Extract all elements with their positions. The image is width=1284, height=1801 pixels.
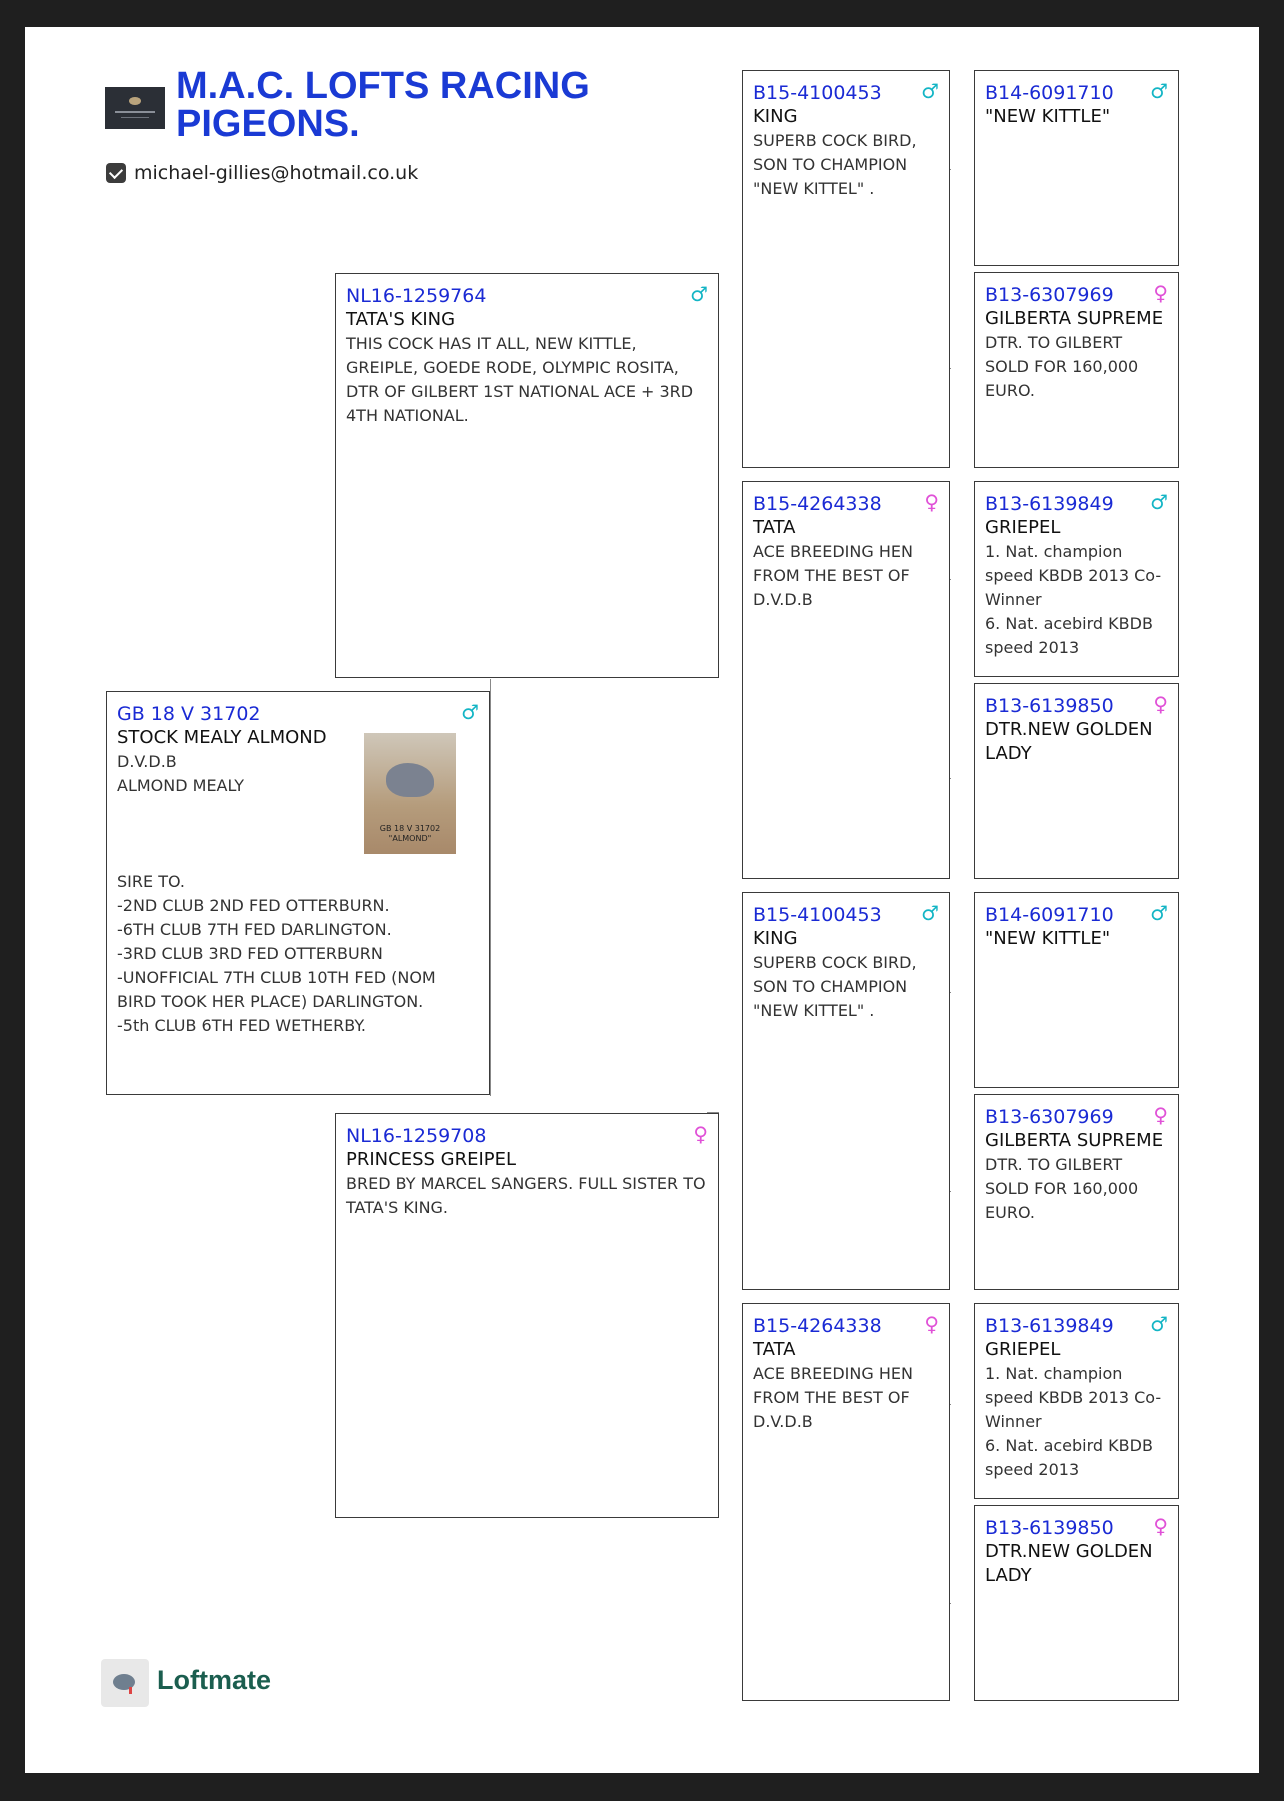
female-sex-icon: ♀ — [1153, 692, 1168, 716]
great-grandparent-ring-number: B13-6307969 — [985, 284, 1114, 306]
female-sex-icon: ♀ — [1153, 281, 1168, 305]
great-grandparent-ring-number: B13-6139849 — [985, 493, 1114, 515]
great-grandparent-name: "NEW KITTLE" — [985, 106, 1111, 127]
dam-name: PRINCESS GREIPEL — [346, 1149, 517, 1170]
male-sex-icon: ♂ — [1150, 490, 1168, 514]
great-grandparent-card[interactable] — [974, 481, 1179, 677]
great-grandparent-name: "NEW KITTLE" — [985, 928, 1111, 949]
great-grandparent-details: DTR. TO GILBERT SOLD FOR 160,000 EURO. — [985, 1155, 1139, 1222]
great-grandparent-ring-number: B14-6091710 — [985, 82, 1114, 104]
great-grandparent-name: DTR.NEW GOLDEN LADY — [985, 1541, 1153, 1586]
male-sex-icon: ♂ — [921, 901, 939, 925]
great-grandparent-details: DTR. TO GILBERT SOLD FOR 160,000 EURO. — [985, 333, 1139, 400]
mail-icon — [106, 163, 126, 183]
subject-pigeon-card[interactable] — [106, 691, 490, 1095]
female-sex-icon: ♀ — [924, 490, 939, 514]
great-grandparent-card[interactable] — [974, 272, 1179, 468]
great-grandparent-card[interactable] — [974, 683, 1179, 879]
male-sex-icon: ♂ — [690, 282, 708, 306]
great-grandparent-name: GRIEPEL — [985, 1339, 1061, 1360]
great-grandparent-ring-number: B13-6139850 — [985, 695, 1114, 717]
grandparent-details: ACE BREEDING HEN FROM THE BEST OF D.V.D.B — [753, 1364, 913, 1431]
grandparent-details: SUPERB COCK BIRD, SON TO CHAMPION "NEW KITTEL" . — [753, 953, 917, 1020]
great-grandparent-ring-number: B13-6139849 — [985, 1315, 1114, 1337]
great-grandparent-name: GILBERTA SUPREME — [985, 308, 1164, 329]
male-sex-icon: ♂ — [1150, 1312, 1168, 1336]
grandparent-card[interactable] — [742, 481, 950, 879]
great-grandparent-card[interactable] — [974, 1303, 1179, 1499]
sire-ring-number: NL16-1259764 — [346, 285, 487, 307]
lofts-logo-thumbnail — [105, 87, 165, 129]
great-grandparent-name: GILBERTA SUPREME — [985, 1130, 1164, 1151]
subject-name: STOCK MEALY ALMOND — [117, 727, 327, 748]
connector-line — [490, 679, 491, 1096]
photo-caption: GB 18 V 31702 "ALMOND" — [379, 824, 441, 843]
email-link[interactable]: michael-gillies@hotmail.co.uk — [134, 162, 419, 184]
grandparent-details: ACE BREEDING HEN FROM THE BEST OF D.V.D.B — [753, 542, 913, 609]
grandparent-details: SUPERB COCK BIRD, SON TO CHAMPION "NEW KITTEL" . — [753, 131, 917, 198]
male-sex-icon: ♂ — [461, 700, 479, 724]
pigeon-photo[interactable] — [364, 733, 456, 854]
great-grandparent-ring-number: B13-6139850 — [985, 1517, 1114, 1539]
dam-ring-number: NL16-1259708 — [346, 1125, 487, 1147]
great-grandparent-ring-number: B13-6307969 — [985, 1106, 1114, 1128]
male-sex-icon: ♂ — [1150, 79, 1168, 103]
grandparent-card[interactable] — [742, 892, 950, 1290]
page-title: M.A.C. LOFTS RACING PIGEONS. — [176, 65, 590, 145]
sire-card[interactable] — [335, 273, 719, 678]
connector-line — [490, 679, 491, 680]
male-sex-icon: ♂ — [921, 79, 939, 103]
female-sex-icon: ♀ — [924, 1312, 939, 1336]
great-grandparent-name: GRIEPEL — [985, 517, 1061, 538]
male-sex-icon: ♂ — [1150, 901, 1168, 925]
grandparent-name: TATA — [753, 1339, 796, 1360]
loftmate-logo-icon — [101, 1659, 149, 1707]
grandparent-name: KING — [753, 928, 798, 949]
grandparent-ring-number: B15-4264338 — [753, 1315, 882, 1337]
female-sex-icon: ♀ — [1153, 1514, 1168, 1538]
female-sex-icon: ♀ — [693, 1122, 708, 1146]
female-sex-icon: ♀ — [1153, 1103, 1168, 1127]
grandparent-card[interactable] — [742, 1303, 950, 1701]
great-grandparent-card[interactable] — [974, 892, 1179, 1088]
great-grandparent-card[interactable] — [974, 1094, 1179, 1290]
dam-details: BRED BY MARCEL SANGERS. FULL SISTER TO TATA'S KING. — [346, 1174, 706, 1217]
grandparent-name: TATA — [753, 517, 796, 538]
grandparent-ring-number: B15-4100453 — [753, 82, 882, 104]
sire-name: TATA'S KING — [346, 309, 456, 330]
pedigree-page — [25, 27, 1259, 1773]
great-grandparent-details: 1. Nat. champion speed KBDB 2013 Co-Winner 6. Nat. acebird KBDB speed 2013 — [985, 1364, 1162, 1479]
grandparent-ring-number: B15-4100453 — [753, 904, 882, 926]
subject-details: D.V.D.B ALMOND MEALY SIRE TO. -2ND CLUB 2ND FED OTTERBURN. -6TH CLUB 7TH FED DARLINGTON. -3RD CLUB 3RD FED OTTERBURN -UNOFFICIAL 7TH CLUB 10TH FED (NOM BIRD TOOK HER PLACE) DARLINGTON. -5th CLUB 6TH FED WETHERBY. — [117, 752, 436, 1035]
dam-card[interactable] — [335, 1113, 719, 1518]
great-grandparent-details: 1. Nat. champion speed KBDB 2013 Co-Winner 6. Nat. acebird KBDB speed 2013 — [985, 542, 1162, 657]
great-grandparent-card[interactable] — [974, 1505, 1179, 1701]
great-grandparent-card[interactable] — [974, 70, 1179, 266]
sire-details: THIS COCK HAS IT ALL, NEW KITTLE, GREIPLE, GOEDE RODE, OLYMPIC ROSITA, DTR OF GILBERT 1ST NATIONAL ACE + 3RD 4TH NATIONAL. — [346, 334, 694, 425]
grandparent-ring-number: B15-4264338 — [753, 493, 882, 515]
email-row — [106, 162, 418, 184]
great-grandparent-ring-number: B14-6091710 — [985, 904, 1114, 926]
brand-name[interactable]: Loftmate — [157, 1665, 271, 1695]
great-grandparent-name: DTR.NEW GOLDEN LADY — [985, 719, 1153, 764]
subject-ring-number: GB 18 V 31702 — [117, 703, 261, 725]
grandparent-name: KING — [753, 106, 798, 127]
grandparent-card[interactable] — [742, 70, 950, 468]
